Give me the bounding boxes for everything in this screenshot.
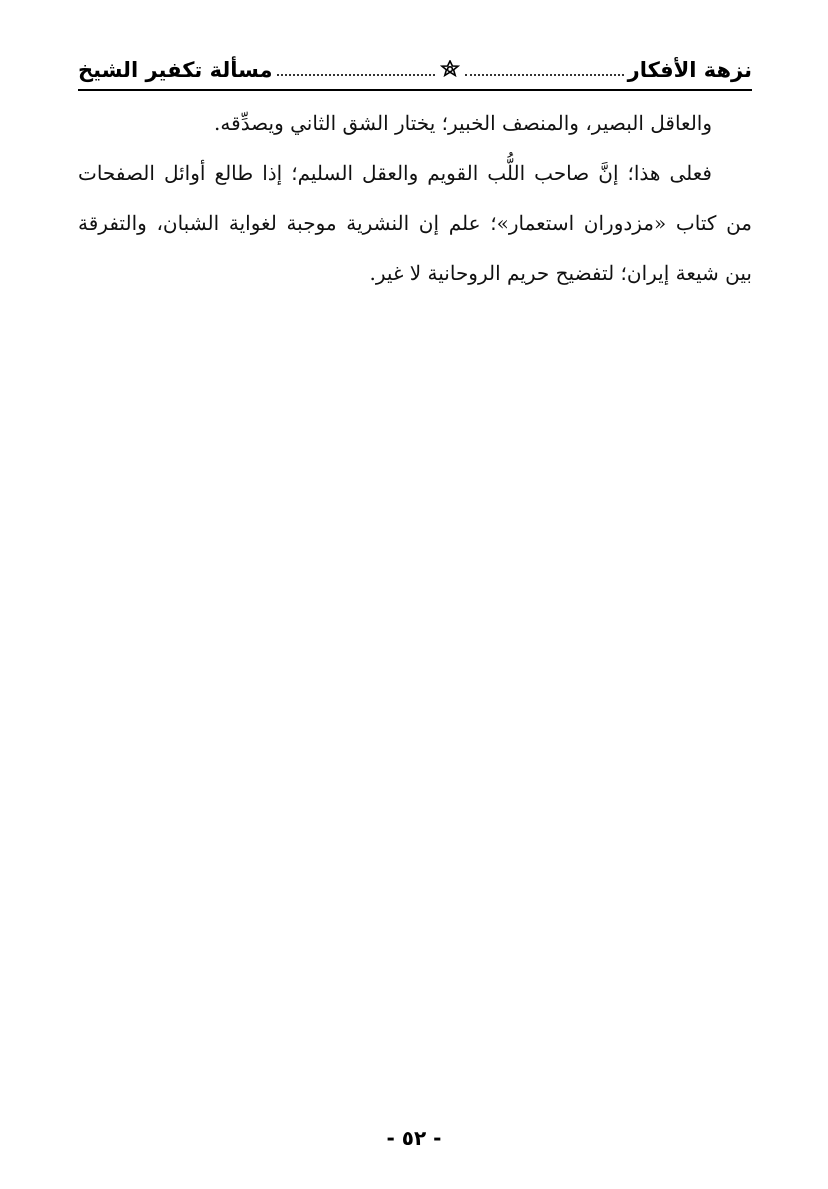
header-dotted-leader xyxy=(465,74,624,76)
header-dotted-leader xyxy=(277,74,436,76)
paragraph: فعلى هذا؛ إنَّ صاحب اللُّب القويم والعقل السليم؛ إذا طالع أوائل الصفحات من كتاب «مزدوران استعمار»؛ علم إن النشرية موجبة لغواية الشبان، والتفرقة بين شيعة إيران؛ لتفضيح حريم الروحانية لا غير. xyxy=(78,161,752,285)
section-title: مسألة تكفير الشيخ xyxy=(77,58,273,82)
page-number: - ٥٢ - xyxy=(386,1126,442,1150)
running-header xyxy=(78,52,752,88)
book-title: نزهة الأفكار xyxy=(627,58,752,82)
flower-ornament-icon xyxy=(439,59,461,81)
paragraph: والعاقل البصير، والمنصف الخبير؛ يختار الشق الثاني ويصدِّقه. xyxy=(214,111,712,135)
header-rule xyxy=(78,89,752,91)
page-body xyxy=(78,98,752,298)
